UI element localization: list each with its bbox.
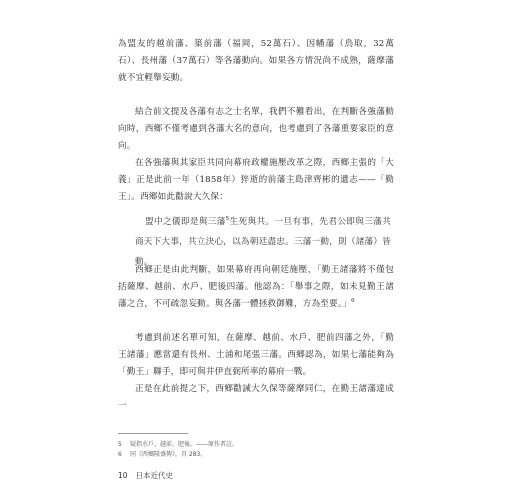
footnote-text: 同《西鄉隆盛傳》，頁 283。	[130, 451, 207, 458]
body-paragraph-6: 正是在此前提之下，西鄉勸誡大久保等薩摩同仁，在勤王諸藩達成一	[118, 384, 394, 411]
footnote-marker-5: 5	[225, 216, 230, 223]
paragraph-4-text: 西鄉正是由此判斷，如果幕府再向朝廷施壓，「勤王諸藩將不僅包括薩摩、越前、水戶、肥後四藩。他認為：「舉事之際，如未見勤王諸藩之合，不可疏忽妄動。與各藩一體拯救御難，方為至要。」	[118, 265, 394, 309]
quote-text-part-1: 盟中之儀即是與三藩	[145, 217, 226, 227]
page-footer	[118, 470, 173, 481]
page-number: 10	[118, 471, 128, 480]
body-paragraph-1: 為盟友的越前藩、築前藩（福岡，52萬石）、因幡藩（鳥取，32萬石）、長州藩（37萬石）等各藩動向。如果各方情況尚不成熟，薩摩藩就不宜輕舉妄動。	[118, 39, 394, 83]
footnote-5	[118, 440, 238, 450]
footnote-6	[118, 450, 206, 460]
footnote-divider	[118, 433, 188, 434]
quote-text-part-2: 生死與共。一旦有事，先君公即與三藩共商天下大事，共立決心，以為朝廷盡忠。三藩一動，則（諸藩）皆動。	[135, 217, 391, 267]
body-paragraph-5: 考慮到前述名單可知，在薩摩、越前、水戶、肥前四藩之外，「勤王諸藩」應當還有長州、土浦和尾張三藩。西鄉認為，如果七藩能夠為「勤王」聯手，即可與井伊直弼所率的幕府一戰。	[118, 333, 394, 377]
footnote-number: 6	[118, 451, 122, 458]
body-paragraph-3: 在各強藩與其家臣共同向幕府政權施壓改革之際，西鄉主張的「大義」正是此前一年（1858年）猝逝的前藩主島津齊彬的遺志——「勤王」。西鄉如此勸說大久保：	[118, 158, 394, 202]
body-paragraph-4	[118, 262, 394, 313]
running-title: 日本近代史	[135, 471, 174, 480]
footnote-text: 疑指水戶、越前、肥後。——原作者註。	[130, 441, 239, 448]
body-paragraph-2: 結合前文提及各藩有志之士名單，我們不難看出，在判斷各強藩動向時，西鄉不僅考慮到各藩大名的意向，也考慮到了各藩重要家臣的意向。	[118, 107, 394, 151]
footnote-marker-6: 6	[351, 298, 355, 305]
footnote-number: 5	[118, 441, 122, 448]
